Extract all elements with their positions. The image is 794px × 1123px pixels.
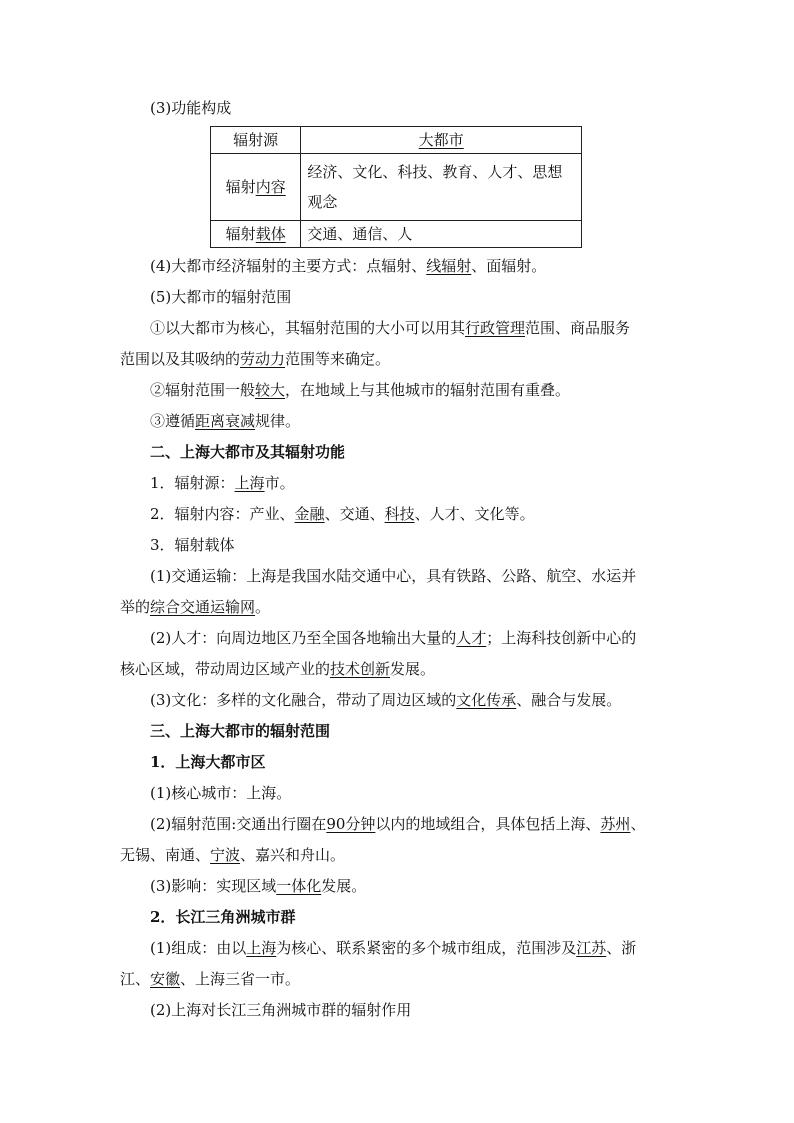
answer-text: 载体 [255,225,286,243]
function-table [210,126,582,248]
section-3-title: (3)功能构成 [150,99,232,117]
text-line: (3)文化：多样的文化融合，带动了周边区域的文化传承、融合与发展。 [150,691,622,709]
table-row [211,127,582,154]
answer-text: 金融 [294,505,325,523]
text-line: (4)大都市经济辐射的主要方式：点辐射、线辐射、面辐射。 [150,257,547,275]
text-line: 无锡、南通、宁波、嘉兴和舟山。 [120,846,346,864]
text-line: 3．辐射载体 [150,536,235,554]
answer-text: 一体化 [276,877,322,895]
cell-text: 辐射 [225,225,256,243]
cell-text: 辐射 [225,178,256,196]
answer-text: 距离衰减 [195,412,256,430]
answer-text: 宁波 [210,846,241,864]
table-cell: 辐射源 [211,127,301,154]
text-line: 江、安徽、上海三省一市。 [120,970,301,988]
table-cell [211,221,301,248]
text-line: (2)上海对长江三角洲城市群的辐射作用 [150,1001,412,1019]
answer-text: 上海 [246,939,277,957]
table-cell: 交通、通信、人 [301,221,582,248]
text-line: (1)核心城市：上海。 [150,784,292,802]
section-5-title: (5)大都市的辐射范围 [150,288,292,306]
text-line: (1)组成：由以上海为核心、联系紧密的多个城市组成，范围涉及江苏、浙 [150,939,637,957]
text-line: 2．辐射内容：产业、金融、交通、科技、人才、文化等。 [150,505,535,523]
table-cell [301,127,582,154]
answer-text: 90分钟 [326,815,376,833]
answer-text: 人才 [456,629,487,647]
text-line: ①以大都市为核心，其辐射范围的大小可以用其行政管理范围、商品服务 [150,319,631,337]
text-line: ②辐射范围一般较大，在地域上与其他城市的辐射范围有重叠。 [150,381,571,399]
subheading: 2．长江三角洲城市群 [150,908,296,926]
answer-text: 安徽 [150,970,181,988]
table-row [211,154,582,221]
answer-text: 线辐射 [426,257,472,275]
text-line: 1．辐射源：上海市。 [150,474,295,492]
answer-text: 较大 [255,381,286,399]
answer-text: 苏州 [600,815,631,833]
text-line: ③遵循距离衰减规律。 [150,412,301,430]
answer-text: 综合交通运输网 [150,598,256,616]
answer-text: 劳动力 [240,350,286,368]
answer-text: 科技 [384,505,415,523]
subheading: 1．上海大都市区 [150,753,266,771]
text-line: (2)辐射范围:交通出行圈在90分钟以内的地域组合，具体包括上海、苏州、 [150,815,646,833]
text-line: (2)人才：向周边地区乃至全国各地输出大量的人才；上海科技创新中心的 [150,629,637,647]
heading-3: 三、上海大都市的辐射范围 [150,722,331,740]
answer-text: 江苏 [576,939,607,957]
heading-2: 二、上海大都市及其辐射功能 [150,443,346,461]
answer-text: 技术创新 [330,660,391,678]
text-line: (1)交通运输：上海是我国水陆交通中心，具有铁路、公路、航空、水运并 [150,567,637,585]
text-line: (3)影响：实现区域一体化发展。 [150,877,367,895]
table-row [211,221,582,248]
answer-text: 文化传承 [456,691,517,709]
answer-text: 内容 [255,178,286,196]
table-cell [211,154,301,221]
answer-text: 行政管理 [465,319,526,337]
answer-text: 上海 [234,474,265,492]
table-cell: 经济、文化、科技、教育、人才、思想观念 [301,154,582,221]
text-line: 举的综合交通运输网。 [120,598,271,616]
text-line: 核心区域，带动周边区域产业的技术创新发展。 [120,660,436,678]
answer-text: 大都市 [418,131,464,149]
text-line: 范围以及其吸纳的劳动力范围等来确定。 [120,350,391,368]
